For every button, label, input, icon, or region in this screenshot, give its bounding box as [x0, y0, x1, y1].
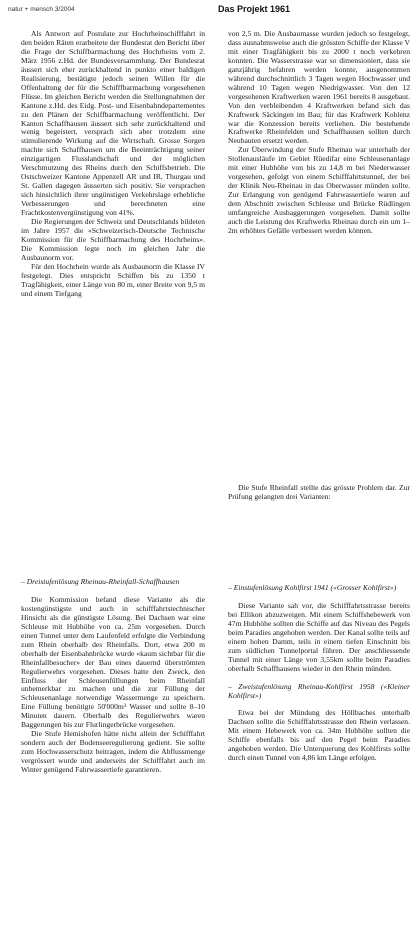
article-title: Das Projekt 1961 [218, 4, 291, 14]
section-heading: – Dreistufenlösung Rheinau-Rheinfall-Schaffhausen [21, 578, 180, 586]
paragraph: Für den Hochrhein wurde als Ausbaunorm die Klasse IV festgelegt. Dies entspricht Schiffen bis zu 1350 t Tragfähigkeit, einer Länge von 80 m, einer Breite von 9,5 m und einem Tiefgang [21, 261, 205, 298]
paragraph: Die Kommission befand diese Variante als die kostengünstigste und auch in schifffahrtstechnischer Hinsicht als die günstigste Lösung. Bei Dachsen war eine Schleuse mit Hubhöhe von ca. 25m vorgesehen. Durch einen Tunnel unter dem Laufenfeld erfolgte die Verbindung zum Rhein oberhalb des Rheinfalls. Dort, etwa 200 m oberhalb der Eisenbahnbrücke wurde «kaum sichtbar für die Rheinfallbesucher» der Bau eines dauernd überströmten Regulierwehrs vorgesehen. Dieses hatte den Zweck, den Einfluss der Schleusenfüllungen beim Rheinfall unbemerkbar zu machen und die zur Füllung der Schleusenanlage notwendige Wassermenge zu speichern. Eine Füllung benötigte 50'000m³ Wasser und sollte 8–10 Minuten dauern. Oberhalb des Regulierwehrs waren Baggerungen bis zur Flurlingerbrücke vorgesehen. [21, 594, 205, 730]
paragraph: Als Antwort auf Postulate zur Hochrheinschifffahrt in den beiden Räten erarbeitete der Bundesrat den Bericht über die Frage der Schiffbarmachung des Hochrheins vom 2. März 1956 z.Hd. der Bundesversammlung. Der Bundesrat äussert sich eher zurückhaltend in punkto einer baldigen Realisierung, bestätigte jedoch seinen Willen für die Offenhaltung der für die Schifffbarmachung vorgesehenen Flüsse. Im gleichen Bericht werden die Stellungnahmen der Kantone z.Hd. des Eidg. Post- und Eisenbahndepartementes zu den Plänen der Schiffbarmachung veröffentlicht. Der Kanton Schaffhausen äussert sich sehr zurückhaltend und wenig begeistert, versprach sich aber trotzdem eine stimulierende Wirkung auf die Wirtschaft. Grosse Sorgen machte sich Schaffhausen um die Beeinträchtigung seiner einzigartigen Flusslandschaft und der möglichen Verschmutzung des Rheins durch den Schiffsbetrieb. Die Ostschweizer Kantone Appenzell AR und IR, Thurgau und St. Gallen dagegen äusserten sich positiv. Sie versprachen sich hinsichtlich ihrer ungünstigen Verkehrslage erhebliche Verbesserungen und berechneten eine Frachtkostenvergünstigung von 41%. [21, 30, 205, 218]
column-right-bottom [228, 584, 410, 940]
column-right-top [228, 30, 410, 470]
paragraph: Die Regierungen der Schweiz und Deutschlands bildeten im Jahre 1957 die «Schweizerisch-Deutsche Technische Kommission für die Schiffbarmachung des Hochrheins». Die Kommission legte noch im gleichen Jahr die Ausbaunorm vor. [21, 217, 205, 262]
section-heading: – Einstufenlösung Kohlfirst 1941 («Grosser Kohlfirst») [228, 584, 397, 592]
paragraph: von 2,5 m. Die Ausbaumasse wurden jedoch so festgelegt, dass ausnahmsweise auch die grössten Schiffe der Klasse V mit einer Tragfähigkeit bis zu 2000 t noch verkehren konnten. Die Wasserstrasse war so dimensioniert, dass sie ganzjährig befahren werden konnte, ausgenommen während durchschnittlich 3 Tagen wegen Hochwasser und während 10 Tagen wegen Niedrigwasser. Von den 12 vorgesehenen Kraftwerken waren 1961 bereits 8 ausgebaut. Von den verbleibenden 4 Kraftwerken befand sich das Kraftwerk Säckingen im Bau; für das Kraftwerk Koblenz war die Konzession bereits verliehen. Die bestehende Kraftwerke Rheinfelden und Schaffhausen sollten durch Neubauten ersetzt werden. [228, 30, 410, 146]
column-left-bottom [21, 578, 205, 940]
paragraph: Etwa bei der Mündung des Höllbaches unterhalb Dachsen sollte die Schifffahrtsstrasse den Rhein verlassen. Mit einem Hebewerk von ca. 34m Hubhöhe sollten die Schiffe ebenfalls bis auf den Pegel beim Paradies angehoben werden. Die Unterquerung des Kohlfirsts sollte durch einen Tunnel von 4,86 km Länge erfolgen. [228, 708, 410, 763]
paragraph: Zur Überwindung der Stufe Rheinau war unterhalb der Stollenausläufe im Gebiet Rüedifar eine Schleusenanlage mit einer Hubhöhe von bis zu 14,8 m bei Niederwasser vorgesehen, gefolgt von einem Schifffahrtstunnel, der bei der Klinik Neu-Rheinau in das Oberwasser münden sollte. Zur Erlangung von genügend Fahrwassertiefe waren auf dem Abschnitt zwischen Schleuse und Brücke Rüdlingen umfangreiche Ausbaggerungen vorgesehen. Damit sollte auch die Leistung des Kraftwerks Rheinau durch ein um 1–2m erhöhtes Gefälle verbessert werden können. [228, 145, 410, 235]
paragraph: Die Stufe Hemishofen hätte nicht allein der Schifffahrt sondern auch der Bodenseeregulierung gedient. Sie sollte zum Hochwasserschutz beitragen, indem die Abflussmenge vergrössert wurde und anderseits der Schifffahrt auch im Winter genügend Fahrwassertiefe garantieren. [21, 729, 205, 775]
paragraph: Diese Variante sah vor, die Schifffahrtsstrasse bereits bei Ellikon abzuzweigen. Mit einem Schiffshebewerk von 47m Hubhöhe sollten die Schiffe auf das Niveau des Pegels beim Paradies angehoben werden. Der Kanal sollte teils auf einem hohen Damm, teils in einem tiefen Einschnitt bis zum südlichen Tunnelportal führen. Der anschliessende Tunnel mit einer Länge von 3,55km sollte beim Paradies oberhalb Schaffhausens wieder in den Rhein münden. [228, 600, 410, 673]
paragraph: Die Stufe Rheinfall stellte das grösste Problem dar. Zur Prüfung gelangten drei Varianten: [228, 484, 410, 501]
publication-source: natur + mensch 3/2004 [8, 6, 75, 13]
column-left-top [21, 30, 205, 556]
column-right-middle [228, 484, 410, 518]
section-heading: – Zweistufenlösung Rheinau-Kohlfirst 1958 («Kleiner Kohlfirst») [228, 681, 410, 700]
page-header [8, 4, 410, 16]
